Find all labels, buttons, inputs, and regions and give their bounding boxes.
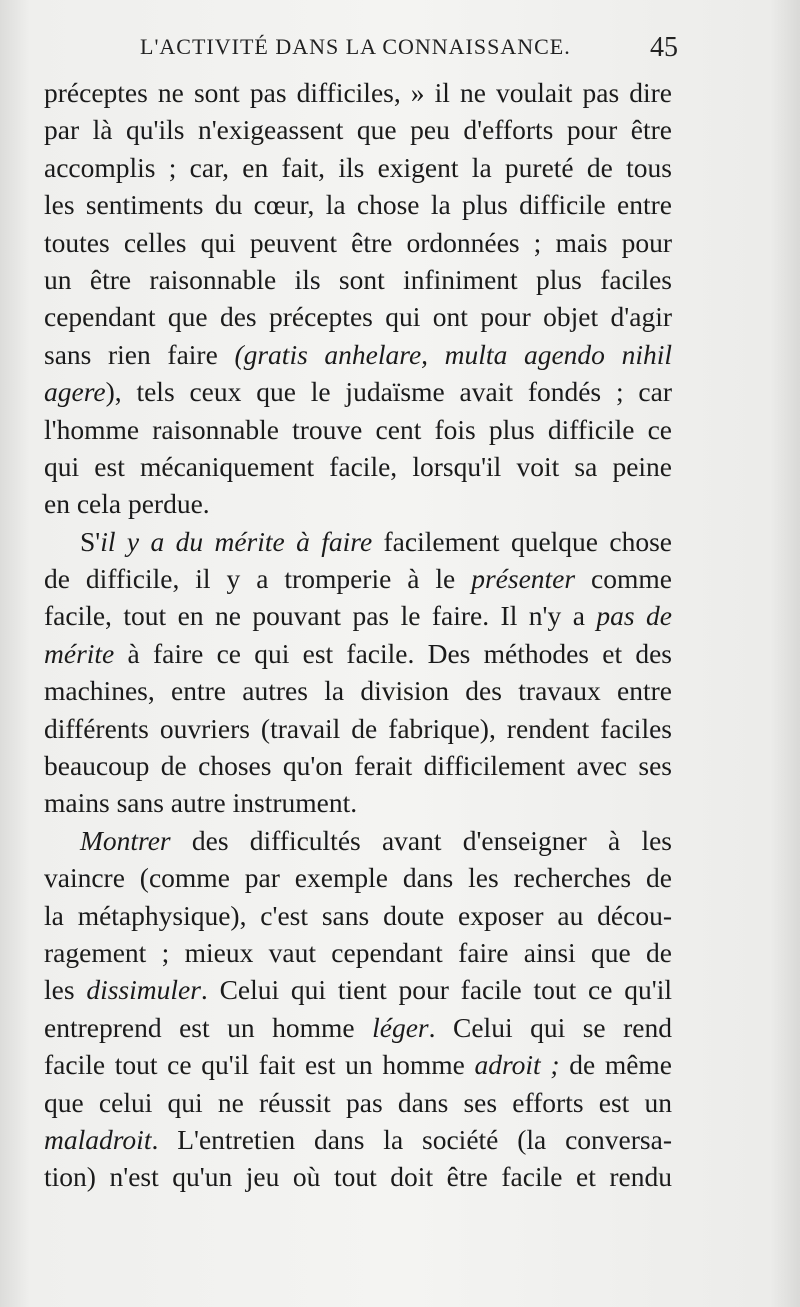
- text-segment: l'homme raisonnable trouve cent fois plus difficile ce: [44, 413, 672, 445]
- text-segment: préceptes ne sont pas difficiles, » il ne voulait pas dire: [44, 77, 672, 108]
- text-line: [44, 672, 672, 709]
- running-header: L'ACTIVITÉ DANS LA CONNAISSANCE.: [140, 34, 571, 59]
- text-segment: machines, entre autres la division des travaux entre: [44, 675, 672, 707]
- text-segment: S': [80, 525, 101, 557]
- text-segment: en cela perdue.: [44, 488, 210, 520]
- text-segment: par là qu'ils n'exigeassent que peu d'efforts pour être: [44, 114, 672, 146]
- text-segment: à faire ce qui est facile. Des méthodes et des: [114, 637, 672, 669]
- text-segment: ragement ; mieux vaut cependant faire ainsi que de: [44, 936, 672, 968]
- text-line: [44, 1158, 672, 1195]
- text-line: [44, 1084, 672, 1121]
- text-line: [44, 373, 672, 410]
- text-line: [44, 523, 672, 560]
- text-line: [44, 859, 672, 896]
- text-segment: ), tels ceux que le judaïsme avait fondés ; car: [105, 376, 672, 408]
- text-line: [44, 448, 672, 485]
- text-line: [44, 1121, 672, 1158]
- text-line: [44, 635, 672, 672]
- text-line: [44, 411, 672, 448]
- text-segment: comme: [575, 563, 672, 595]
- text-line: [44, 74, 672, 111]
- text-segment: vaincre (comme par exemple dans les recherches de: [44, 862, 672, 894]
- italic-text-segment: il y a du mérite à faire: [100, 525, 373, 557]
- italic-text-segment: maladroit: [44, 1123, 152, 1155]
- text-segment: de même: [559, 1049, 672, 1081]
- italic-text-segment: (gratis anhelare, multa agendo nihil: [234, 338, 672, 370]
- text-line: [44, 149, 672, 186]
- text-line: [44, 485, 672, 522]
- text-segment: . Celui qui tient pour facile tout ce qu'il: [200, 974, 672, 1006]
- text-line: [44, 934, 672, 971]
- italic-text-segment: dissimuler: [86, 974, 201, 1006]
- text-segment: les sentiments du cœur, la chose la plus difficile entre: [44, 189, 672, 221]
- text-line: [44, 298, 672, 335]
- text-line: [44, 186, 672, 223]
- text-segment: différents ouvriers (travail de fabrique), rendent faciles: [44, 712, 672, 744]
- text-segment: . L'entretien dans la société (la conversa-: [151, 1123, 672, 1155]
- text-segment: beaucoup de choses qu'on ferait difficilement avec ses: [44, 750, 672, 782]
- italic-text-segment: présenter: [471, 563, 576, 595]
- text-line: [44, 111, 672, 148]
- body-text: [44, 74, 672, 1196]
- text-line: [44, 560, 672, 597]
- text-segment: entreprend est un homme: [44, 1011, 373, 1043]
- italic-text-segment: Montrer: [80, 824, 171, 856]
- text-segment: mains sans autre instrument.: [44, 787, 358, 819]
- text-line: [44, 897, 672, 934]
- text-segment: les: [44, 974, 87, 1006]
- page-number: 45: [650, 32, 678, 63]
- text-line: [44, 1009, 672, 1046]
- text-segment: cependant que des préceptes qui ont pour objet d'agir: [44, 301, 672, 333]
- italic-text-segment: mérite: [44, 637, 115, 669]
- text-line: [44, 261, 672, 298]
- text-line: [44, 224, 672, 261]
- text-segment: facile tout ce qu'il fait est un homme: [44, 1049, 475, 1081]
- text-segment: sans rien faire: [44, 338, 235, 370]
- text-segment: accomplis ; car, en fait, ils exigent la pureté de tous: [44, 151, 672, 183]
- text-segment: facilement quelque chose: [372, 525, 672, 557]
- text-segment: la métaphysique), c'est sans doute exposer au décou-: [44, 899, 672, 931]
- text-segment: qui est mécaniquement facile, lorsqu'il voit sa peine: [44, 450, 672, 482]
- italic-text-segment: agere: [44, 376, 106, 408]
- text-line: [44, 971, 672, 1008]
- text-segment: que celui qui ne réussit pas dans ses efforts est un: [44, 1086, 672, 1118]
- text-segment: toutes celles qui peuvent être ordonnées ; mais pour: [44, 226, 672, 258]
- text-segment: un être raisonnable ils sont infiniment plus faciles: [44, 263, 672, 295]
- text-line: [44, 747, 672, 784]
- text-line: [44, 822, 672, 859]
- text-line: [44, 597, 672, 634]
- text-line: [44, 1046, 672, 1083]
- text-segment: facile, tout en ne pouvant pas le faire. Il n'y a: [44, 600, 597, 632]
- text-line: [44, 710, 672, 747]
- italic-text-segment: adroit ;: [474, 1049, 560, 1081]
- text-segment: de difficile, il y a tromperie à le: [44, 563, 472, 595]
- text-line: [44, 784, 672, 821]
- italic-text-segment: pas de: [596, 600, 672, 632]
- italic-text-segment: léger: [372, 1011, 429, 1043]
- text-segment: tion) n'est qu'un jeu où tout doit être facile et rendu: [44, 1161, 672, 1193]
- text-line: [44, 336, 672, 373]
- text-segment: . Celui qui se rend: [428, 1011, 672, 1043]
- text-segment: des difficultés avant d'enseigner à les: [170, 824, 672, 856]
